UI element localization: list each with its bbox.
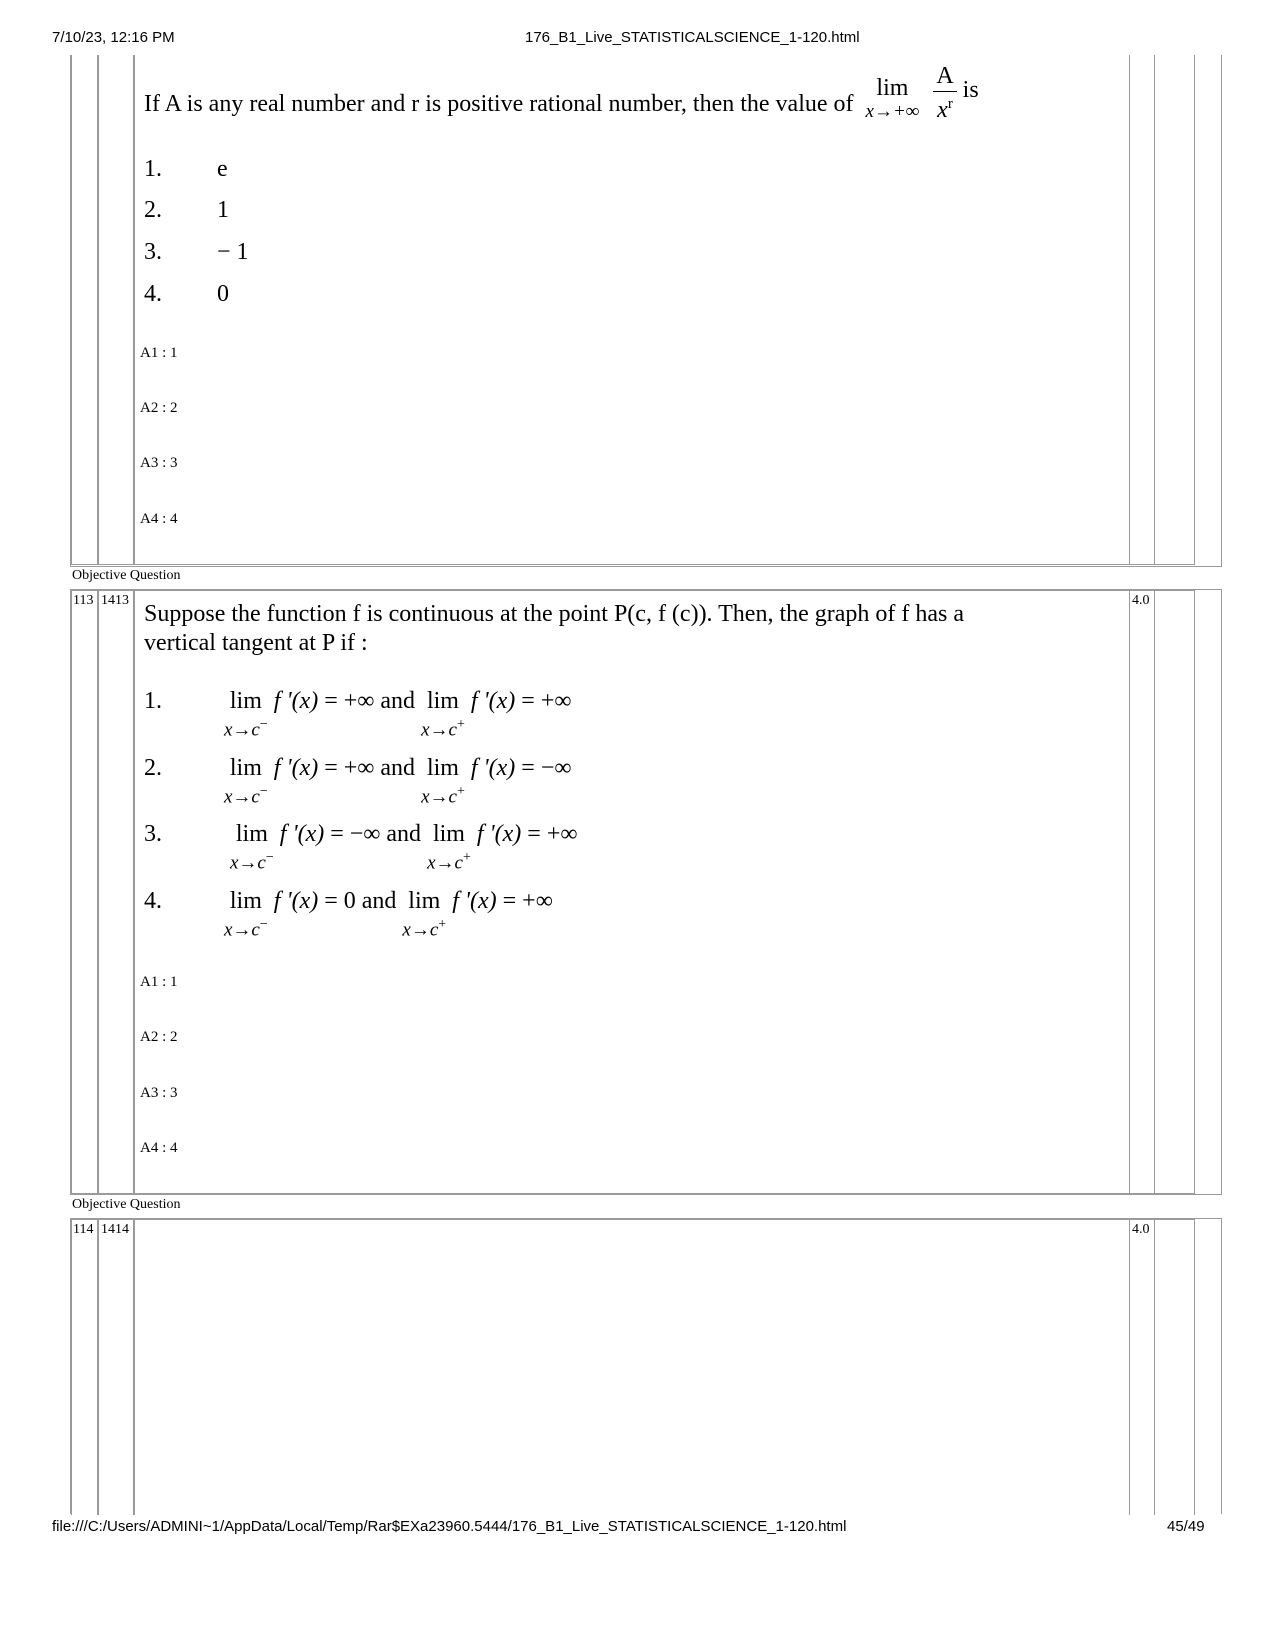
lim-word: lim <box>229 755 262 781</box>
right-limit <box>421 755 465 808</box>
left-value: = 0 and <box>324 888 397 914</box>
qid-cell <box>98 1219 134 1515</box>
lim-word: lim <box>426 688 459 714</box>
lim-word: lim <box>426 755 459 781</box>
right-limit <box>427 821 471 874</box>
option-4 <box>144 888 553 941</box>
sub-text: x→c <box>224 786 260 808</box>
lim-subscript <box>224 714 268 741</box>
sub-sign: − <box>259 784 268 799</box>
answer-key-1: A1 : 1 <box>140 974 178 990</box>
sub-sign: − <box>259 917 268 932</box>
option-number: 3. <box>144 821 162 847</box>
option-number: 4. <box>144 281 162 307</box>
fraction-numerator: A <box>933 61 956 92</box>
stem-suffix: is <box>962 77 979 104</box>
lim-subscript: x→+∞ <box>865 101 920 122</box>
lim-subscript <box>421 714 465 741</box>
lim-word: lim <box>229 888 262 914</box>
qid-cell <box>98 55 134 565</box>
sub-sign: + <box>438 917 447 932</box>
question-cell <box>134 1219 1195 1515</box>
f-prime: f '(x) <box>476 821 522 847</box>
left-limit <box>224 755 268 808</box>
right-limit <box>402 888 446 941</box>
lim-subscript <box>224 781 268 808</box>
left-limit <box>224 688 268 741</box>
sno-cell <box>71 1219 98 1515</box>
marks-value: 4.0 <box>1132 593 1150 608</box>
marks-cell <box>1129 590 1155 1194</box>
sub-text: x→c <box>427 852 463 874</box>
option-text: − 1 <box>217 239 249 265</box>
lim-subscript <box>224 914 268 941</box>
option-text: 0 <box>217 281 229 307</box>
sub-sign: + <box>456 784 465 799</box>
option-number: 3. <box>144 239 162 265</box>
question-113-stem-line-1: Suppose the function f is continuous at the point P(c, f (c)). Then, the graph of f has a <box>144 601 965 627</box>
lim-subscript <box>427 847 471 874</box>
sub-sign: − <box>265 850 274 865</box>
f-prime: f '(x) <box>452 888 497 914</box>
left-value: = −∞ and <box>330 821 422 847</box>
right-value: = −∞ <box>521 755 572 781</box>
section-label: Objective Question <box>72 1197 181 1212</box>
answer-key-4: A4 : 4 <box>140 511 178 527</box>
answer-key-1: A1 : 1 <box>140 345 178 361</box>
lim-subscript <box>230 847 274 874</box>
fraction <box>933 61 956 122</box>
print-datetime: 7/10/23, 12:16 PM <box>52 29 175 46</box>
sno-cell <box>71 590 98 1194</box>
den-exponent: r <box>947 96 953 112</box>
option-2 <box>144 197 229 224</box>
limit-expression <box>866 75 920 123</box>
question-112-block <box>70 55 1222 567</box>
question-id: 1413 <box>101 593 129 608</box>
answer-key-4: A4 : 4 <box>140 1140 178 1156</box>
option-number: 1. <box>144 688 162 714</box>
option-2 <box>144 755 572 808</box>
question-id: 1414 <box>101 1222 129 1237</box>
sub-text: x→c <box>224 719 260 741</box>
option-number: 4. <box>144 888 162 914</box>
option-1 <box>144 156 228 183</box>
option-number: 2. <box>144 197 162 223</box>
serial-number: 113 <box>73 593 94 608</box>
option-4 <box>144 281 229 308</box>
sub-text: x→c <box>421 786 457 808</box>
sub-text: x→c <box>230 852 266 874</box>
print-page-number: 45/49 <box>1167 1518 1205 1535</box>
serial-number: 114 <box>73 1222 94 1237</box>
left-limit <box>224 888 268 941</box>
qid-cell <box>98 590 134 1194</box>
sno-cell <box>71 55 98 565</box>
sub-sign: + <box>462 850 471 865</box>
stem-prefix: If A is any real number and r is positive rational number, then the value of <box>144 91 854 118</box>
lim-subscript <box>402 914 446 941</box>
f-prime: f '(x) <box>273 688 319 714</box>
print-title: 176_B1_Live_STATISTICALSCIENCE_1-120.html <box>525 29 860 46</box>
print-file-path: file:///C:/Users/ADMINI~1/AppData/Local/Temp/Rar$EXa23960.5444/176_B1_Live_STATISTICALSCIENCE_1-120.html <box>52 1518 847 1535</box>
sub-text: x→c <box>421 719 457 741</box>
right-value: = +∞ <box>527 821 578 847</box>
sub-sign: − <box>259 717 268 732</box>
left-value: = +∞ and <box>324 688 416 714</box>
lim-subscript <box>421 781 465 808</box>
option-number: 2. <box>144 755 162 781</box>
option-3 <box>144 821 578 874</box>
sub-text: x→c <box>224 919 260 941</box>
f-prime: f '(x) <box>470 688 516 714</box>
marks-cell <box>1129 55 1155 565</box>
left-limit <box>230 821 274 874</box>
left-value: = +∞ and <box>324 755 416 781</box>
lim-word: lim <box>408 888 441 914</box>
right-value: = +∞ <box>502 888 553 914</box>
answer-key-3: A3 : 3 <box>140 1085 178 1101</box>
section-label: Objective Question <box>72 568 181 583</box>
fraction-denominator <box>933 92 956 122</box>
answer-key-3: A3 : 3 <box>140 455 178 471</box>
question-112-stem <box>144 61 979 122</box>
option-3 <box>144 239 249 266</box>
f-prime: f '(x) <box>273 888 319 914</box>
answer-key-2: A2 : 2 <box>140 400 178 416</box>
option-text: e <box>217 156 228 182</box>
sub-sign: + <box>456 717 465 732</box>
question-113-stem-line-2: vertical tangent at P if : <box>144 630 368 656</box>
sub-text: x→c <box>402 919 439 941</box>
answer-key-2: A2 : 2 <box>140 1029 178 1045</box>
den-x: x <box>937 97 948 123</box>
option-number: 1. <box>144 156 162 182</box>
right-limit <box>421 688 465 741</box>
marks-cell <box>1129 1219 1155 1515</box>
lim-word: lim <box>432 821 465 847</box>
lim-word: lim <box>235 821 268 847</box>
lim-word: lim <box>876 75 909 101</box>
question-cell <box>134 55 1195 565</box>
right-value: = +∞ <box>521 688 572 714</box>
question-114-block <box>70 1218 1222 1514</box>
f-prime: f '(x) <box>279 821 325 847</box>
lim-word: lim <box>229 688 262 714</box>
marks-value: 4.0 <box>1132 1222 1150 1237</box>
f-prime: f '(x) <box>273 755 319 781</box>
f-prime: f '(x) <box>470 755 516 781</box>
option-1 <box>144 688 572 741</box>
option-text: 1 <box>217 197 229 223</box>
